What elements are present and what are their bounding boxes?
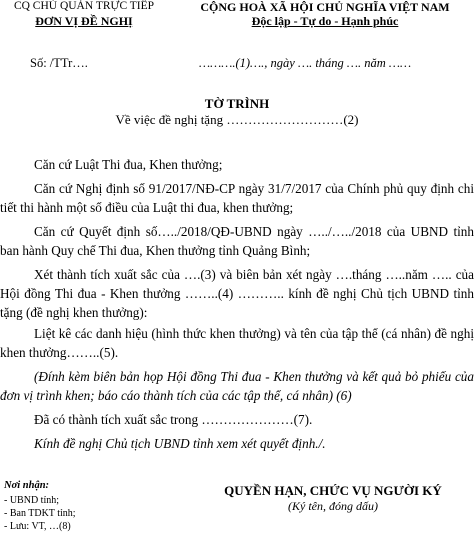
paragraph-consideration: Xét thành tích xuất sắc của ….(3) và biên bản xét ngày ….tháng …..năm ….. của Hội đồng Thi đua - Khen thưởng ……..(4) ……….. kính đề nghị Chủ tịch UBND tỉnh tặng (đề nghị khen thưởng): <box>0 267 474 320</box>
parent-agency-label: CQ CHỦ QUẢN TRỰC TIẾP <box>13 0 155 12</box>
signature-note: (Ký tên, đóng dấu) <box>288 499 378 513</box>
signer-role: QUYỀN HẠN, CHỨC VỤ NGƯỜI KÝ <box>224 483 442 498</box>
national-title: CỘNG HOÀ XÃ HỘI CHỦ NGHĨA VIỆT NAM <box>200 0 450 14</box>
paragraph-request: Kính đề nghị Chủ tịch UBND tỉnh xem xét quyết định./. <box>34 436 326 451</box>
recipient-item: - Lưu: VT, …(8) <box>4 521 71 532</box>
paragraph-legal-basis-decree: Căn cứ Nghị định số 91/2017/NĐ-CP ngày 31/7/2017 của Chính phủ quy định chi tiết thi hành một số điều của Luật thi đua, khen thưởng; <box>0 181 474 215</box>
national-motto: Độc lập - Tự do - Hạnh phúc <box>251 14 399 28</box>
paragraph-attachments: (Đính kèm biên bản họp Hội đồng Thi đua - Khen thưởng và kết quả bỏ phiếu của đơn vị trình khen; báo cáo thành tích của các tập thể, cá nhân) (6) <box>0 369 474 403</box>
proposing-unit-label: ĐƠN VỊ ĐỀ NGHỊ <box>35 14 133 28</box>
document-number: Số: /TTr…. <box>30 56 88 70</box>
recipient-item: - Ban TDKT tỉnh; <box>4 508 76 519</box>
place-date-line: ……….(1)…., ngày …. tháng …. năm …… <box>199 56 412 70</box>
paragraph-legal-basis-law: Căn cứ Luật Thi đua, Khen thưởng; <box>34 157 223 172</box>
recipient-item: - UBND tỉnh; <box>4 495 59 506</box>
document-subject: Về việc đề nghị tặng ………………………(2) <box>115 112 359 127</box>
paragraph-legal-basis-decision: Căn cứ Quyết định số…../2018/QĐ-UBND ngày …../…../2018 của UBND tỉnh ban hành Quy chế Thi đua, Khen thưởng tỉnh Quảng Bình; <box>0 224 474 258</box>
paragraph-award-list: Liệt kê các danh hiệu (hình thức khen thưởng) và tên của tập thể (cá nhân) đề nghị khen thưởng……..(5). <box>0 326 474 360</box>
document-title: TỜ TRÌNH <box>204 96 270 111</box>
recipients-title: Nơi nhận: <box>4 480 50 491</box>
paragraph-achievements: Đã có thành tích xuất sắc trong …………………(7). <box>34 412 313 427</box>
